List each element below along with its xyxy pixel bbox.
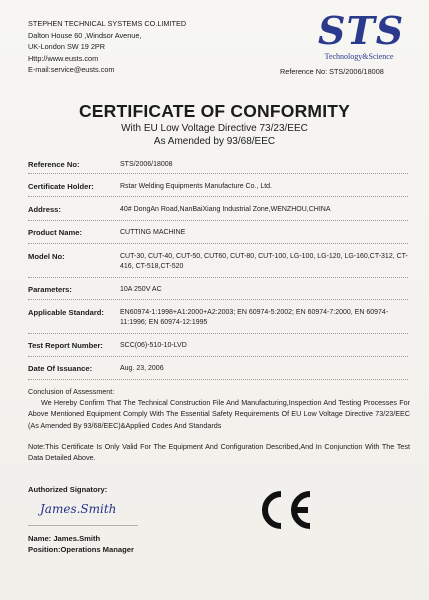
divider <box>28 379 408 380</box>
issuer-address-block <box>28 18 186 76</box>
amendment-subtitle: As Amended by 93/68/EEC <box>153 136 276 147</box>
field-label: Applicable Standard: <box>28 308 104 317</box>
field-label: Date Of Issuance: <box>28 364 93 373</box>
sts-logo <box>318 8 405 61</box>
signatory-heading: Authorized Signatory: <box>28 485 108 494</box>
ce-mark-icon <box>256 490 314 530</box>
company-name: STEPHEN TECHNICAL SYSTEMS CO.LIMITED <box>28 19 187 28</box>
field-value: CUT-30, CUT-40, CUT-50, CUT60, CUT-80, CUT-100, LG-100, LG-120, LG-160,CT-312, CT-416, CT-518,CT-520 <box>120 253 408 270</box>
website: Http://www.eusts.com <box>28 53 99 63</box>
divider <box>28 277 408 278</box>
directive-subtitle: With EU Low Voltage Directive 73/23/EEC <box>121 123 308 134</box>
conclusion-heading: Conclusion of Assessment: <box>28 387 115 396</box>
divider <box>28 196 408 197</box>
divider <box>28 220 408 221</box>
field-value: 10A 250V AC <box>120 286 162 293</box>
certificate-title: CERTIFICATE OF CONFORMITY <box>78 101 351 121</box>
conclusion-body: We Hereby Confirm That The Technical Construction File And Manufacturing,Inspection And Testing Processes For Above Mentioned Equipment Comply With The Essential Safety Requirements Of EU Low Voltage Directive 73/23/EEC (As Amended By 93/68/EEC)&Applied Codes And Standards <box>28 398 410 430</box>
field-label: Test Report Number: <box>28 341 103 350</box>
signatory-details <box>28 533 134 555</box>
divider <box>28 299 408 300</box>
field-label: Product Name: <box>28 228 83 237</box>
field-value: SCC(06)-510-10-LVD <box>120 342 187 349</box>
signatory-name: Name: James.Smith <box>28 534 101 543</box>
field-value: Rstar Welding Equipments Manufacture Co., Ltd. <box>120 183 273 190</box>
address-line-1: Dalton House 60 ,Windsor Avenue, <box>28 30 142 40</box>
divider <box>28 356 408 357</box>
logo-tagline: Technology&Science <box>324 52 394 61</box>
divider <box>28 173 408 174</box>
signatory-position: Position:Operations Manager <box>28 545 134 554</box>
handwritten-signature: James.Smith <box>40 502 117 516</box>
field-label: Address: <box>28 205 61 214</box>
field-value: STS/2006/18008 <box>120 161 173 168</box>
signature-line <box>28 525 138 526</box>
field-value: CUTTING MACHINE <box>120 229 186 236</box>
address-line-2: UK-London SW 19 2PR <box>28 42 106 51</box>
email: E-mail:service@eusts.com <box>28 65 115 74</box>
divider <box>28 243 408 244</box>
field-value: EN60974-1:1998+A1:2000+A2:2003; EN 60974-5:2002; EN 60974-7:2000, EN 60974-11:1996; EN 60974-12:1995 <box>120 309 389 326</box>
divider <box>28 333 408 334</box>
logo-mark: STS <box>318 8 405 53</box>
field-label: Parameters: <box>28 285 72 294</box>
field-label: Model No: <box>28 252 65 261</box>
field-label: Certificate Holder: <box>28 182 94 191</box>
field-value: Aug. 23, 2006 <box>120 365 164 372</box>
field-label: Reference No: <box>28 160 80 169</box>
header-reference-number: Reference No: STS/2006/18008 <box>280 67 384 76</box>
validity-note: Note:This Certificate Is Only Valid For The Equipment And Configuration Described,And In Conjunction With The Test Data Detailed Above. <box>28 442 410 463</box>
field-value: 40# DongAn Road,NanBaiXiang Industrial Zone,WENZHOU,CHINA <box>120 206 331 213</box>
